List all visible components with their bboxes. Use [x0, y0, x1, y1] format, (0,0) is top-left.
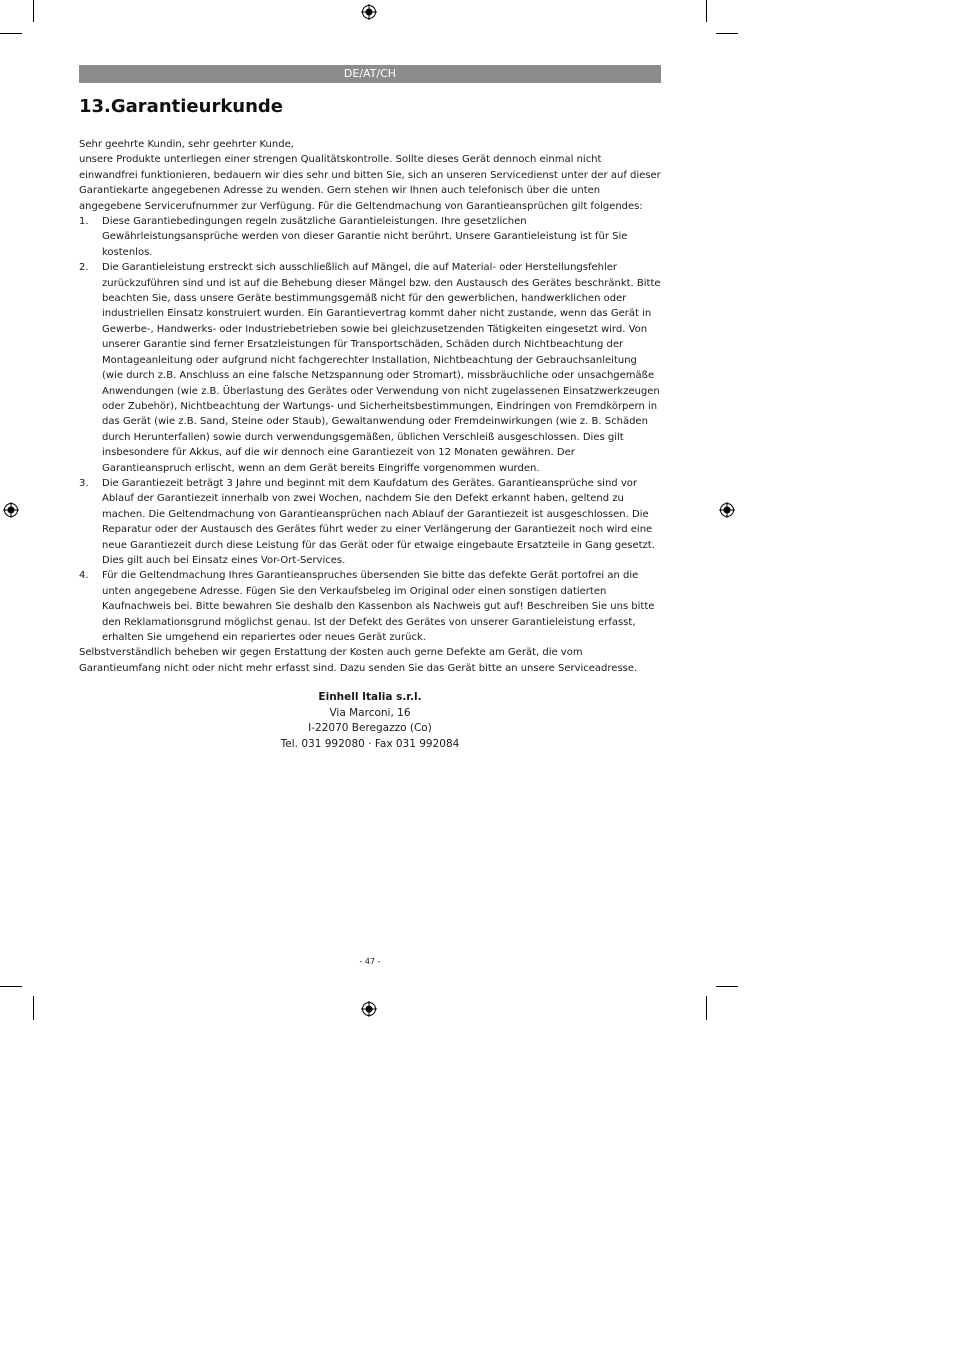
- salutation: Sehr geehrte Kundin, sehr geehrter Kunde,: [79, 139, 294, 150]
- list-item-number: 3.: [79, 477, 89, 489]
- registration-crosshair-icon: [3, 502, 19, 518]
- section-title: 13.Garantieurkunde: [79, 96, 284, 117]
- registration-crosshair-icon: [719, 502, 735, 518]
- list-item-number: 4.: [79, 570, 89, 582]
- crop-mark: [706, 996, 707, 1020]
- crop-mark: [0, 986, 22, 987]
- page-number: - 47 -: [359, 957, 381, 966]
- address-city: I-22070 Beregazzo (Co): [308, 722, 432, 734]
- crop-mark: [33, 996, 34, 1020]
- closing-paragraph: Selbstverständlich beheben wir gegen Erstattung der Kosten auch gerne Defekte am Gerät, die vom Garantieumfang nicht oder nicht mehr erfasst sind. Dazu senden Sie das Gerät bitte an unsere Serviceadresse.: [79, 647, 638, 674]
- list-item-text: kostenlos.: [102, 246, 153, 258]
- intro-paragraph: unsere Produkte unterliegen einer strengen Qualitätskontrolle. Sollte dieses Gerät dennoch einmal nicht einwandfrei funktionieren, bedauern wir dies sehr und bitten Sie, sich an unseren Servicedienst unter der auf dieser Garantiekarte angegebenen Adresse zu wenden. Gern stehen wir Ihnen auch telefonisch über die unten angegebene Servicerufnummer zur Verfügung. Für die Geltendmachung von Garantieansprüchen gilt folgendes:: [79, 154, 661, 212]
- list-item-text: Diese Garantiebedingungen regeln zusätzliche Garantieleistungen. Ihre gesetzlichen Gewährleistungsansprüche werden von dieser Garantie nicht berührt. Unsere Garantieleistung ist für Sie: [102, 216, 628, 243]
- list-item-number: 1.: [79, 216, 89, 228]
- company-name: Einhell Italia s.r.l.: [318, 691, 422, 703]
- list-item: [79, 568, 661, 645]
- list-item: [79, 214, 661, 260]
- crop-mark: [716, 33, 738, 34]
- list-item: [79, 260, 661, 476]
- list-item-text: Die Garantiezeit beträgt 3 Jahre und beginnt mit dem Kaufdatum des Gerätes. Garantieansprüche sind vor Ablauf der Garantiezeit innerhalb von zwei Wochen, nachdem Sie den Defekt erkannt haben, geltend zu machen. Die Geltendmachung von Garantieansprüchen nach Ablauf der Garantiezeit ist ausgeschlossen. Die Reparatur oder der Austausch des Gerätes führt weder zu einer Verlängerung der Garantiezeit noch wird eine neue Garantiezeit durch diese Leistung für das Gerät oder für etwaige eingebaute Ersatzteile in Gang gesetzt. Dies gilt auch bei Einsatz eines Vor-Ort-Services.: [102, 477, 655, 566]
- list-item-number: 2.: [79, 262, 89, 274]
- region-header-bar: DE/AT/CH: [79, 65, 661, 83]
- crop-mark: [706, 0, 707, 22]
- conditions-list: [79, 214, 661, 645]
- list-item: [79, 476, 661, 568]
- address-phone: Tel. 031 992080 · Fax 031 992084: [280, 737, 460, 750]
- warranty-body: [79, 137, 661, 676]
- list-item-text: Die Garantieleistung erstreckt sich ausschließlich auf Mängel, die auf Material- oder Herstellungsfehler zurückzuführen sind und ist auf die Behebung dieser Mängel bzw. den Austausch des Gerätes beschränkt. Bitte beachten Sie, dass unsere Geräte bestimmungsgemäß nicht für den gewerblichen, handwerklichen oder industriellen Einsatz konstruiert wurden. Ein Garantievertrag kommt daher nicht zustande, wenn das Gerät in Gewerbe-, Handwerks- oder Industriebetrieben sowie bei gleichzusetzenden Tätigkeiten eingesetzt wird. Von unserer Garantie sind ferner Ersatzleistungen für Transportschäden, Schäden durch Nichtbeachtung der Montageanleitung oder aufgrund nicht fachgerechter Installation, Nichtbeachtung der Gebrauchsanleitung (wie durch z.B. Anschluss an eine falsche Netzspannung oder Stromart), missbräuchliche oder unsachgemäße Anwendungen (wie z.B. Überlastung des Gerätes oder Verwendung von nicht zugelassenen Einsatzwerkzeugen oder Zubehör), Nichtbeachtung der Wartungs- und Sicherheitsbestimmungen, Eindringen von Fremdkörpern in das Gerät (wie z.B. Sand, Steine oder Staub), Gewaltanwendung oder Fremdeinwirkungen (wie z. B. Schäden durch Herunterfallen) sowie durch verwendungsgemäßen, üblichen Verschleiß ausgeschlossen. Dies gilt insbesondere für Akkus, auf die wir dennoch eine Garantiezeit von 12 Monaten gewähren. Der Garantieanspruch erlischt, wenn an dem Gerät bereits Eingriffe vorgenommen wurden.: [102, 262, 661, 474]
- address-street: Via Marconi, 16: [329, 706, 411, 719]
- registration-crosshair-icon: [361, 4, 377, 20]
- crop-mark: [0, 33, 22, 34]
- crop-mark: [716, 986, 738, 987]
- crop-mark: [33, 0, 34, 22]
- list-item-text: Für die Geltendmachung Ihres Garantieanspruches übersenden Sie bitte das defekte Gerät portofrei an die unten angegebene Adresse. Fügen Sie den Verkaufsbeleg im Original oder einen sonstigen datierten Kaufnachweis bei. Bitte bewahren Sie deshalb den Kassenbon als Nachweis gut auf! Beschreiben Sie uns bitte den Reklamationsgrund möglichst genau. Ist der Defekt des Gerätes von unserer Garantieleistung erfasst, erhalten Sie umgehend ein repariertes oder neues Gerät zurück.: [102, 570, 655, 643]
- service-address: [79, 690, 661, 752]
- registration-crosshair-icon: [361, 1001, 377, 1017]
